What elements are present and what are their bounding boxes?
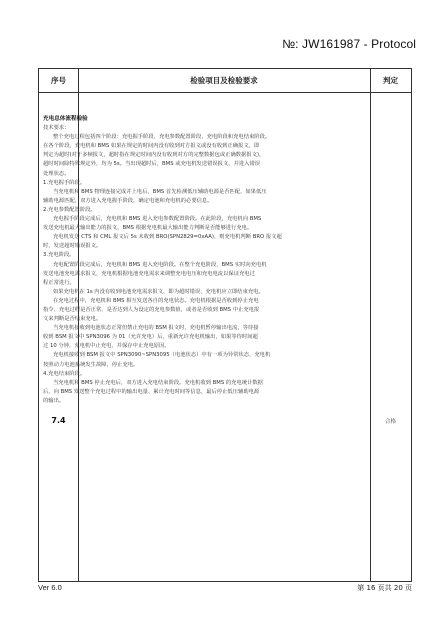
footer-version: Ver 6.0 [38,583,62,592]
content-line: 后，向 BMS 发送整个充电过程中的输出电量、累计充电时间等信息，最后停止低压辅助电源 [43,388,260,395]
header-judgement: 判定 [383,76,398,85]
content-line: 充电机接收到 BSM 报文中 SPN3090~SPN3095（电池状态）中有一项为异常状态，充电机 [53,352,271,359]
content-line: 的输出。 [43,397,65,404]
content-line: 处理状态。 [43,170,70,177]
content-line: 程正常进行。 [43,279,75,286]
content-line: 发送充电机最大输出能力的报文，BMS 根据充电机最大输出能力判断是否能够进行充电。 [43,225,253,232]
content-line: 在充电过程中，充电机和 BMS 相互发送各自的充电状态。充电机根据是否收到停止充电 [53,297,259,304]
content-line: 指令、充电过程是否正常、是否达到人为设定的充电参数值，或者是否收到 BMS 中止充电报 [43,306,260,313]
content-line: 在各个阶段，充电机和 BMS 如果在规定的时间内没有收到对方报文或没有收到正确报文，即 [43,143,260,150]
row-judgement: 合格 [384,419,396,425]
content-line: 整个充电过程包括四个阶段：充电握手阶段、充电参数配置阶段、充电阶段和充电结束阶段。 [53,134,271,141]
content-line: 充电配置阶段完成后，充电机和 BMS 进入充电阶段。在整个充电阶段，BMS 实时向充电机 [53,261,267,268]
content-line: 按照动力电池系统发生故障，停止充电。 [43,361,139,368]
content-line: 过 10 分钟，充电机中止充电，并保存中止充电原因。 [43,343,170,350]
inspection-content [43,115,329,406]
content-line: 2.充电参数配置阶段。 [43,206,96,213]
content-line: 4.充电结束阶段。 [43,370,86,377]
content-line: 超时时间除特殊规定外，均为 5s。当出现超时后，BMS 或充电机发送错误报文，并进入错误 [43,161,261,168]
document-number: №: JW161987 - Protocol [282,37,416,51]
content-line: 1.充电握手阶段。 [43,179,86,186]
content-line: 技术要求： [43,125,70,132]
content-line: 当充电机接收到电池状态正常但禁止充电的 BSM 报文时，充电机暂停输出电流，等待接 [53,325,259,332]
row-serial-number: 7.4 [51,416,66,425]
content-line: 辅助电源匹配，双方进入充电握手阶段，确定电池和充电机的必要信息。 [43,197,213,204]
content-line: 时，发送超时错误报文。 [43,243,102,250]
table-header-row [39,69,411,93]
item-title: 充电总体流程检验 [43,116,88,122]
content-line: 发送电池充电需求报文，充电机根据电池充电需求来调整充电电压和充电电流以保证充电过 [43,270,255,277]
content-line: 充电机发送 CTS 和 CML 报文后 5s 未收到 BRO(SPN2829=0xAA)，则充电机判断 BRO 报文超 [53,234,282,241]
content-line: 如果充电机在 1s 内没有收到电池充电需求报文，即为超时错误，充电机应立即结束充电。 [53,288,264,295]
content-line: 当充电机和 BMS 停止充电后，双方进入充电结束阶段。充电机收到 BMS 的充电统计数据 [53,379,263,386]
header-inspection-item: 检验项目及检验要求 [190,76,258,85]
content-line: 判定为超时(对于多帧报文，超时指在规定时间内没有收到对方的完整数据包或正确数据报文)， [43,152,265,159]
content-line: 当充电机和 BMS 物理连接完成并上电后，BMS 首先检测低压辅助电源是否匹配，如果低压 [53,188,267,195]
header-serial-number: 序号 [51,76,66,85]
content-line: 收到 BSM 报文中 SPN3096 为 01（允许充电）后，重新允许充电机输出，如果等待时间超 [43,334,258,341]
content-line: 文来判断是否结束充电。 [43,316,102,323]
content-line: 充电握手阶段完成后，充电机和 BMS 进入充电参数配置阶段。在此阶段，充电机向 BMS [53,216,262,223]
content-line: 3.充电阶段。 [43,252,75,259]
column-divider [370,69,371,581]
footer-page-number: 第 16 页共 20 页 [357,584,412,592]
